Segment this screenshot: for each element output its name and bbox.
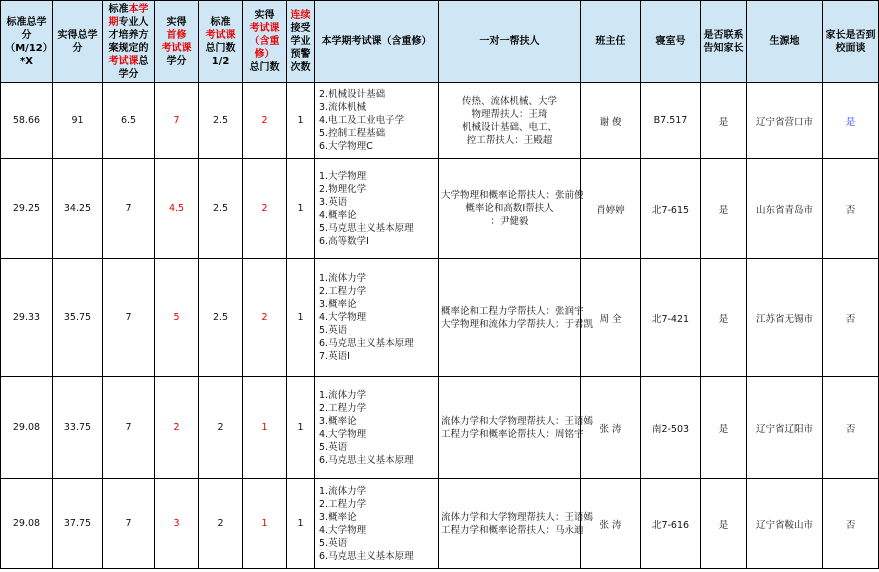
course-item: 6.高等数学I [319,235,369,247]
cell-helper [439,83,581,159]
course-item: 3.流体机械 [319,102,367,113]
course-item: 4.电工及工业电子学 [319,115,405,126]
cell-std-score: 29.33 [1,259,53,377]
helper-line: 物理帮扶人：王琦 [471,108,548,120]
cell-visit: 是 [823,83,879,159]
cell-earned-total: 35.75 [53,259,103,377]
cell-earned-exam: 7 [155,83,199,159]
course-item: 5.控制工程基础 [319,128,386,139]
helper-line: 机械设计基础、电工、 [461,121,557,133]
cell-teacher: 谢 俊 [581,83,641,159]
cell-dorm: 北7-615 [641,159,701,259]
course-item: 5.英语 [319,441,348,453]
header-visit: 家长是否到校面谈 [823,1,879,83]
cell-origin: 辽宁省营口市 [747,83,823,159]
table-row [1,159,879,259]
helper-line: 工程力学和概率论帮扶人：周铭宇 [441,428,584,440]
cell-std-required: 7 [103,259,155,377]
cell-origin: 山东省青岛市 [747,159,823,259]
course-item: 1.流体力学 [319,273,367,284]
cell-warning-count: 1 [287,377,315,479]
course-item: 6.马克思主义基本原理 [319,338,414,349]
cell-visit: 否 [823,479,879,569]
cell-warning-count: 1 [287,479,315,569]
course-item: 1.流体力学 [319,389,367,401]
cell-dorm: 北7-421 [641,259,701,377]
course-item: 2.工程力学 [319,402,367,414]
cell-notified: 是 [701,83,747,159]
header-helper: 一对一帮扶人 [439,1,581,83]
course-item: 3.概率论 [319,299,357,310]
header-teacher: 班主任 [581,1,641,83]
cell-std-score: 29.08 [1,377,53,479]
cell-earned-count: 2 [243,83,287,159]
cell-earned-exam: 5 [155,259,199,377]
cell-teacher: 张 涛 [581,479,641,569]
helper-line: 工程力学和概率论帮扶人：马永迪 [441,524,584,536]
cell-std-count: 2.5 [199,159,243,259]
course-item: 4.大学物理 [319,428,367,440]
cell-courses [315,479,439,569]
cell-earned-count: 2 [243,259,287,377]
cell-visit: 否 [823,159,879,259]
header-earned-total: 实得总学分 [53,1,103,83]
cell-teacher: 周 全 [581,259,641,377]
cell-std-score: 29.25 [1,159,53,259]
course-item: 2.工程力学 [319,498,367,510]
header-dorm: 寝室号 [641,1,701,83]
course-item: 2.物理化学 [319,183,367,195]
cell-std-count: 2 [199,377,243,479]
course-item: 5.英语 [319,325,348,336]
cell-earned-exam: 3 [155,479,199,569]
cell-std-required: 7 [103,377,155,479]
cell-notified: 是 [701,377,747,479]
course-item: 3.英语 [319,196,348,208]
cell-std-count: 2.5 [199,83,243,159]
helper-line: 传热、流体机械、大学 [461,95,557,107]
course-item: 1.流体力学 [319,485,367,497]
course-item: 4.大学物理 [319,524,367,536]
course-item: 7.英语I [319,351,350,362]
cell-notified: 是 [701,479,747,569]
cell-origin: 江苏省无锡市 [747,259,823,377]
cell-courses [315,377,439,479]
cell-notified: 是 [701,159,747,259]
helper-line: 流体力学和大学物理帮扶人：王语嫣 [441,415,594,427]
course-item: 2.机械设计基础 [319,89,386,100]
cell-helper [439,377,594,479]
course-item: 4.大学物理 [319,312,367,323]
cell-earned-total: 34.25 [53,159,103,259]
cell-helper [439,259,594,377]
helper-line: 大学物理和流体力学帮扶人：于君凯 [441,318,594,330]
course-item: 2.工程力学 [319,286,367,297]
cell-earned-count: 2 [243,159,287,259]
course-item: 1.大学物理 [319,170,367,182]
cell-visit: 否 [823,259,879,377]
cell-std-count: 2 [199,479,243,569]
cell-std-required: 6.5 [103,83,155,159]
header-std-score: 标准总学分（M/12）*X [1,1,53,83]
cell-origin: 辽宁省鞍山市 [747,479,823,569]
cell-dorm: 南2-503 [641,377,701,479]
course-item: 4.概率论 [319,209,357,221]
cell-helper [439,479,594,569]
cell-earned-count: 1 [243,479,287,569]
cell-warning-count: 1 [287,159,315,259]
cell-notified: 是 [701,259,747,377]
course-item: 3.概率论 [319,415,357,427]
header-origin: 生源地 [747,1,823,83]
table-row [1,259,879,377]
header-std-count: 标准 考试课 总门数1/2 [199,1,243,83]
helper-line: ：尹健毅 [490,216,529,227]
course-item: 5.英语 [319,537,348,549]
table-row [1,479,879,569]
helper-line: 大学物理和概率论帮扶人：张前俊 [441,190,584,201]
cell-courses [315,159,439,259]
header-notified: 是否联系告知家长 [701,1,747,83]
cell-courses [315,83,439,159]
cell-dorm: B7.517 [641,83,701,159]
header-earned-count: 实得 考试课（含重修） 总门数 [243,1,287,83]
cell-earned-count: 1 [243,377,287,479]
course-item: 3.概率论 [319,511,357,523]
cell-origin: 辽宁省辽阳市 [747,377,823,479]
cell-std-count: 2.5 [199,259,243,377]
header-earned-exam: 实得 首修 考试课 学分 [155,1,199,83]
cell-std-score: 29.08 [1,479,53,569]
cell-std-score: 58.66 [1,83,53,159]
cell-earned-total: 91 [53,83,103,159]
table-row [1,377,879,479]
cell-teacher: 张 涛 [581,377,641,479]
course-item: 6.大学物理C [319,141,373,152]
helper-line: 控工帮扶人：王殿超 [466,134,553,146]
cell-earned-exam: 4.5 [155,159,199,259]
header-courses: 本学期考试课（含重修） [315,1,439,83]
cell-dorm: 北7-616 [641,479,701,569]
course-item: 6.马克思主义基本原理 [319,550,414,562]
table-row [1,83,879,159]
cell-courses [315,259,439,377]
helper-line: 概率论和高数I帮扶人 [465,203,554,214]
header-std-required: 标准本学期专业人才培养方案规定的考试课总学分 [103,1,155,83]
header-row [1,1,879,83]
cell-earned-total: 37.75 [53,479,103,569]
cell-earned-total: 33.75 [53,377,103,479]
helper-line: 流体力学和大学物理帮扶人：王语嫣 [441,511,594,523]
helper-line: 概率论和工程力学帮扶人：张润宇 [441,305,584,317]
cell-helper [439,159,584,259]
cell-visit: 否 [823,377,879,479]
cell-std-required: 7 [103,159,155,259]
course-item: 6.马克思主义基本原理 [319,454,414,466]
cell-earned-exam: 2 [155,377,199,479]
cell-std-required: 7 [103,479,155,569]
course-item: 5.马克思主义基本原理 [319,222,414,234]
cell-warning-count: 1 [287,259,315,377]
cell-warning-count: 1 [287,83,315,159]
cell-teacher: 肖婷婷 [581,159,641,259]
header-warning-count: 连续接受学业预警次数 [287,1,315,83]
